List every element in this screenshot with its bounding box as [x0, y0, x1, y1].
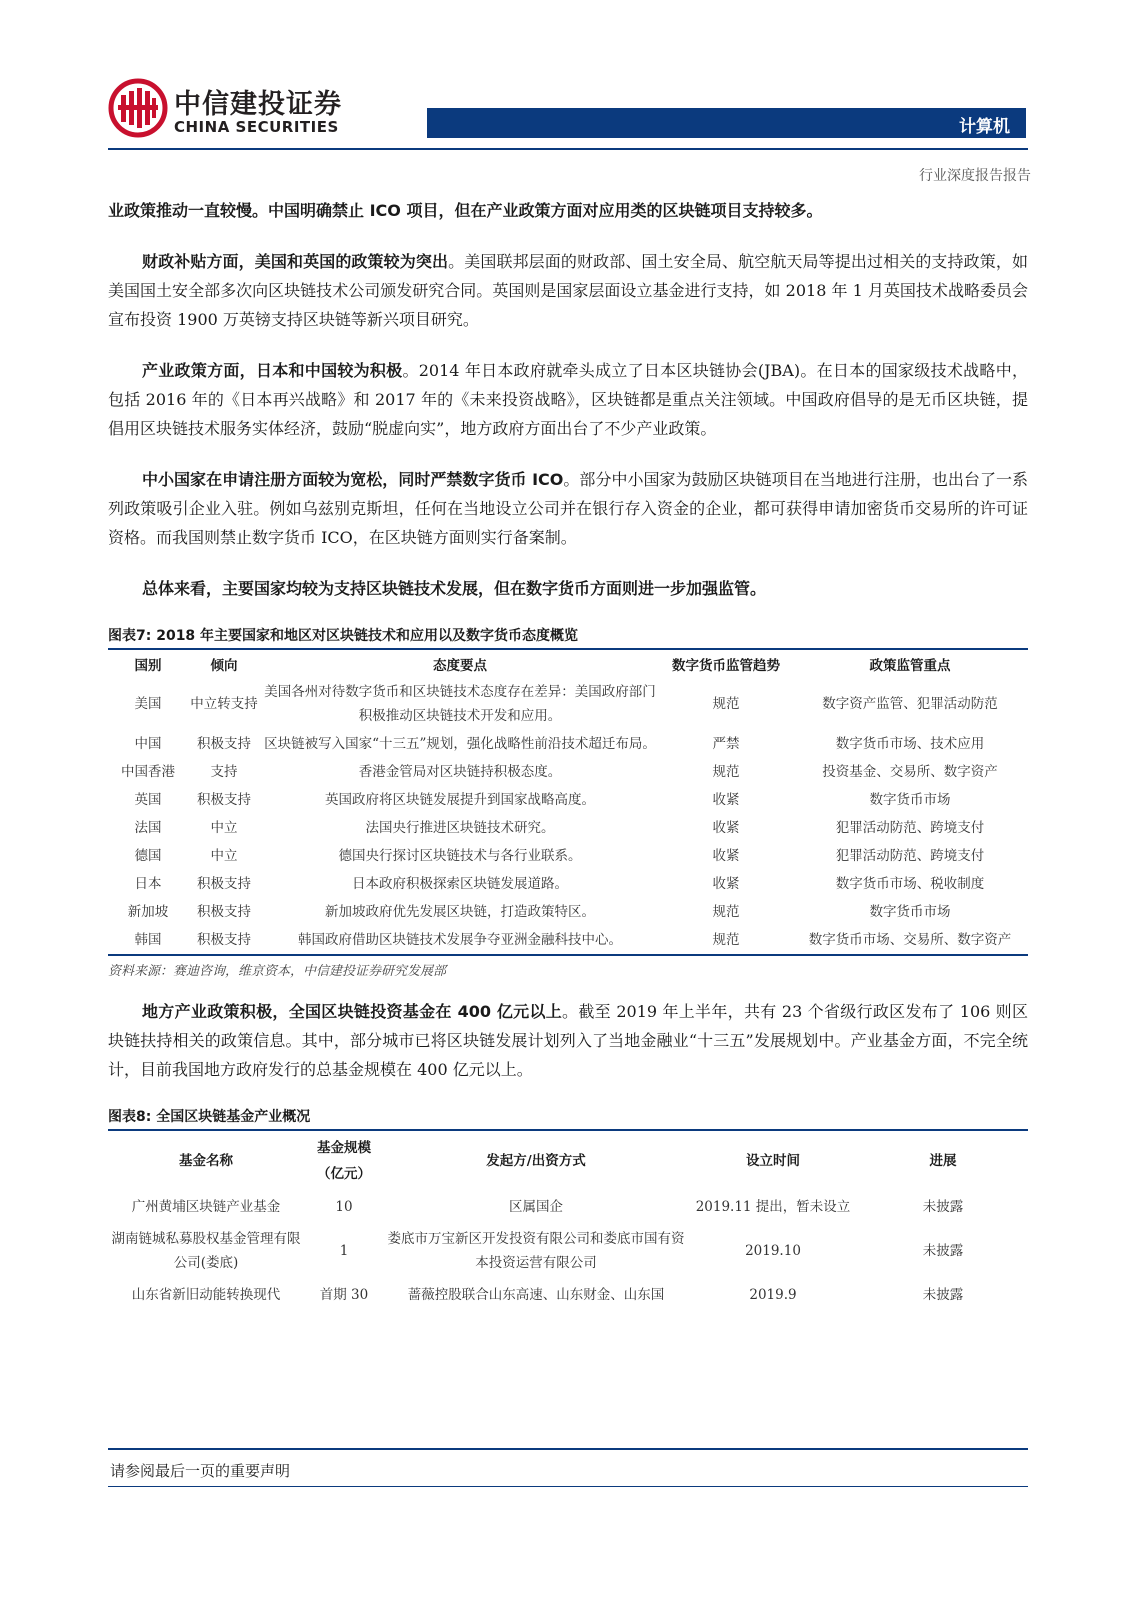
table-row — [108, 814, 1028, 842]
header-country: 国别 — [134, 658, 162, 674]
cell-progress: 未披露 — [922, 1243, 964, 1259]
header-attitude: 态度要点 — [433, 658, 487, 674]
paragraph-6-lead: 地方产业政策积极，全国区块链投资基金在 400 亿元以上 — [142, 1002, 563, 1021]
cell-attitude: 区块链被写入国家“十三五”规划，强化战略性前沿技术超迁布局。 — [264, 736, 656, 752]
paragraph-4-text: 。部分中小国家为鼓励区块链项目在当地进行注册，也出台了一系列政策吸引企业入驻。例如乌兹别克斯坦，任何在当地设立公司并在银行存入资金的企业，都可获得申请加密货币交易所的许可证资格。而我国则禁止数字货币 ICO，在区块链方面则实行备案制。 — [108, 470, 1028, 547]
table-row — [108, 758, 1028, 786]
table-row — [108, 842, 1028, 870]
paragraph-3 — [108, 356, 1028, 443]
cell-tendency: 中立 — [210, 820, 238, 836]
figure-7-table — [108, 650, 1028, 956]
paragraph-5-text: 总体来看，主要国家均较为支持区块链技术发展，但在数字货币方面则进一步加强监管。 — [142, 579, 767, 598]
header-setup-time: 设立时间 — [746, 1153, 800, 1169]
cell-fund-size: 10 — [335, 1199, 353, 1215]
cell-setup-time: 2019.11 提出，暂未设立 — [695, 1199, 851, 1215]
cell-country: 韩国 — [108, 926, 188, 955]
cell-trend: 收紧 — [712, 820, 740, 836]
paragraph-1-text: 业政策推动一直较慢。中国明确禁止 ICO 项目，但在产业政策方面对应用类的区块链项目支持较多。 — [108, 201, 823, 220]
cell-focus: 投资基金、交易所、数字资产 — [822, 764, 998, 780]
paragraph-3-lead: 产业政策方面，日本和中国较为积极 — [142, 361, 403, 380]
cell-focus: 数字货币市场、交易所、数字资产 — [792, 926, 1028, 955]
cell-focus: 数字资产监管、犯罪活动防范 — [822, 696, 998, 712]
table-row — [108, 1279, 1028, 1311]
category-bar — [427, 108, 1026, 138]
header-progress: 进展 — [929, 1153, 957, 1169]
cell-tendency: 中立 — [210, 848, 238, 864]
cell-trend: 规范 — [660, 926, 792, 955]
china-securities-logo-icon — [108, 78, 168, 138]
figure-7-title: 图表7: 2018 年主要国家和地区对区块链技术和应用以及数字货币态度概览 — [108, 625, 1028, 650]
table-row — [108, 1191, 1028, 1223]
paragraph-4-lead: 中小国家在申请注册方面较为宽松，同时严禁数字货币 ICO — [142, 470, 564, 489]
header-fund-name: 基金名称 — [179, 1153, 233, 1169]
main-content — [108, 196, 1028, 1311]
cell-attitude: 美国各州对待数字货币和区块链技术态度存在差异：美国政府部门积极推动区块链技术开发和应用。 — [264, 684, 656, 724]
footer-rule — [108, 1448, 1028, 1450]
cell-trend: 收紧 — [712, 792, 740, 808]
cell-focus: 犯罪活动防范、跨境支付 — [835, 848, 985, 864]
cell-country: 英国 — [134, 792, 162, 808]
cell-tendency: 积极支持 — [197, 876, 251, 892]
table-row — [108, 898, 1028, 926]
paragraph-6 — [108, 997, 1028, 1084]
table-row — [108, 870, 1028, 898]
cell-country: 法国 — [134, 820, 162, 836]
paragraph-2-lead: 财政补贴方面，美国和英国的政策较为突出 — [142, 252, 449, 271]
cell-focus: 数字货币市场、税收制度 — [835, 876, 985, 892]
cell-attitude: 法国央行推进区块链技术研究。 — [365, 820, 555, 836]
header-focus: 政策监管重点 — [869, 658, 951, 674]
paragraph-2 — [108, 247, 1028, 334]
paragraph-2-text: 。美国联邦层面的财政部、国土安全局、航空航天局等提出过相关的支持政策，如美国国土安全部多次向区块链技术公司颁发研究合同。英国则是国家层面设立基金进行支持，如 2018 年 1 月英国技术战略委员会宣布投资 1900 万英镑支持区块链等新兴项目研究。 — [108, 252, 1028, 329]
cell-fund-size: 1 — [339, 1243, 349, 1259]
cell-trend: 收紧 — [712, 848, 740, 864]
cell-country: 日本 — [134, 876, 162, 892]
cell-progress: 未披露 — [922, 1199, 964, 1215]
brand-name-en: CHINA SECURITIES — [174, 118, 339, 136]
cell-attitude: 香港金管局对区块链持积极态度。 — [358, 764, 562, 780]
table-row — [108, 926, 1028, 955]
header-trend: 数字货币监管趋势 — [672, 658, 780, 674]
header-sponsor: 发起方/出资方式 — [486, 1153, 586, 1169]
table-row — [108, 678, 1028, 730]
cell-fund-name: 山东省新旧动能转换现代 — [131, 1287, 281, 1303]
page-header — [108, 78, 1028, 158]
cell-country: 新加坡 — [127, 904, 169, 920]
table-row — [108, 1223, 1028, 1279]
cell-focus: 数字货币市场 — [869, 904, 951, 920]
cell-tendency: 中立转支持 — [190, 696, 258, 712]
cell-trend: 规范 — [712, 904, 740, 920]
cell-trend: 规范 — [712, 764, 740, 780]
paragraph-6-text: 。截至 2019 年上半年，共有 23 个省级行政区发布了 106 则区块链扶持相关的政策信息。其中，部分城市已将区块链发展计划列入了当地金融业“十三五”发展规划中。产业基金方面，不完全统计，目前我国地方政府发行的总基金规模在 400 亿元以上。 — [108, 1002, 1028, 1079]
header-rule — [108, 148, 1028, 150]
cell-fund-name: 广州黄埔区块链产业基金 — [131, 1199, 281, 1215]
report-type: 行业深度报告报告 — [919, 168, 1031, 184]
figure-8-title: 图表8: 全国区块链基金产业概况 — [108, 1106, 1028, 1131]
cell-trend: 规范 — [712, 696, 740, 712]
cell-sponsor: 区属国企 — [509, 1199, 563, 1215]
cell-tendency: 积极支持 — [197, 736, 251, 752]
cell-attitude: 韩国政府借助区块链技术发展争夺亚洲金融科技中心。 — [260, 926, 660, 955]
cell-attitude: 日本政府积极探索区块链发展道路。 — [352, 876, 568, 892]
paragraph-4 — [108, 465, 1028, 552]
header-fund-size: 基金规模（亿元） — [317, 1140, 371, 1182]
cell-focus: 数字货币市场 — [869, 792, 951, 808]
cell-tendency: 积极支持 — [197, 792, 251, 808]
cell-focus: 数字货币市场、技术应用 — [835, 736, 985, 752]
footer-rule-bottom — [108, 1486, 1028, 1487]
cell-setup-time: 2019.10 — [745, 1243, 801, 1259]
table-row — [108, 730, 1028, 758]
cell-tendency: 积极支持 — [197, 904, 251, 920]
cell-progress: 未披露 — [922, 1287, 964, 1303]
cell-country: 中国香港 — [121, 764, 175, 780]
cell-sponsor: 蔷薇控股联合山东高速、山东财金、山东国 — [407, 1287, 665, 1303]
paragraph-3-text: 。2014 年日本政府就牵头成立了日本区块链协会(JBA)。在日本的国家级技术战略中，包括 2016 年的《日本再兴战略》和 2017 年的《未来投资战略》，区块链都是重点关注领域。中国政府倡导的是无币区块链，提倡用区块链技术服务实体经济，鼓励“脱虚向实”，地方政府方面出台了不少产业政策。 — [108, 361, 1028, 438]
figure-8-table — [108, 1131, 1028, 1311]
table-row — [108, 786, 1028, 814]
table-header-row — [108, 650, 1028, 678]
cell-setup-time: 2019.9 — [749, 1287, 797, 1303]
cell-country: 美国 — [134, 696, 162, 712]
category-label: 计算机 — [959, 117, 1010, 137]
paragraph-1 — [108, 196, 1028, 225]
header-tendency: 倾向 — [210, 658, 238, 674]
footer-disclaimer: 请参阅最后一页的重要声明 — [110, 1462, 291, 1480]
cell-attitude: 德国央行探讨区块链技术与各行业联系。 — [338, 848, 582, 864]
cell-tendency: 支持 — [210, 764, 238, 780]
cell-trend: 收紧 — [712, 876, 740, 892]
cell-fund-size: 首期 30 — [319, 1287, 369, 1303]
table-header-row — [108, 1131, 1028, 1191]
cell-sponsor: 娄底市万宝新区开发投资有限公司和娄底市国有资本投资运营有限公司 — [387, 1231, 685, 1271]
cell-tendency: 积极支持 — [188, 926, 260, 955]
cell-fund-name: 湖南链城私募股权基金管理有限公司(娄底) — [111, 1231, 301, 1271]
figure-7-source: 资料来源：赛迪咨询，维京资本，中信建投证券研究发展部 — [108, 964, 447, 979]
cell-attitude: 新加坡政府优先发展区块链，打造政策特区。 — [325, 904, 595, 920]
cell-country: 德国 — [134, 848, 162, 864]
paragraph-5 — [108, 574, 1028, 603]
cell-country: 中国 — [134, 736, 162, 752]
cell-focus: 犯罪活动防范、跨境支付 — [835, 820, 985, 836]
cell-attitude: 英国政府将区块链发展提升到国家战略高度。 — [325, 792, 595, 808]
cell-trend: 严禁 — [712, 736, 740, 752]
brand-name-cn: 中信建投证券 — [174, 89, 342, 120]
